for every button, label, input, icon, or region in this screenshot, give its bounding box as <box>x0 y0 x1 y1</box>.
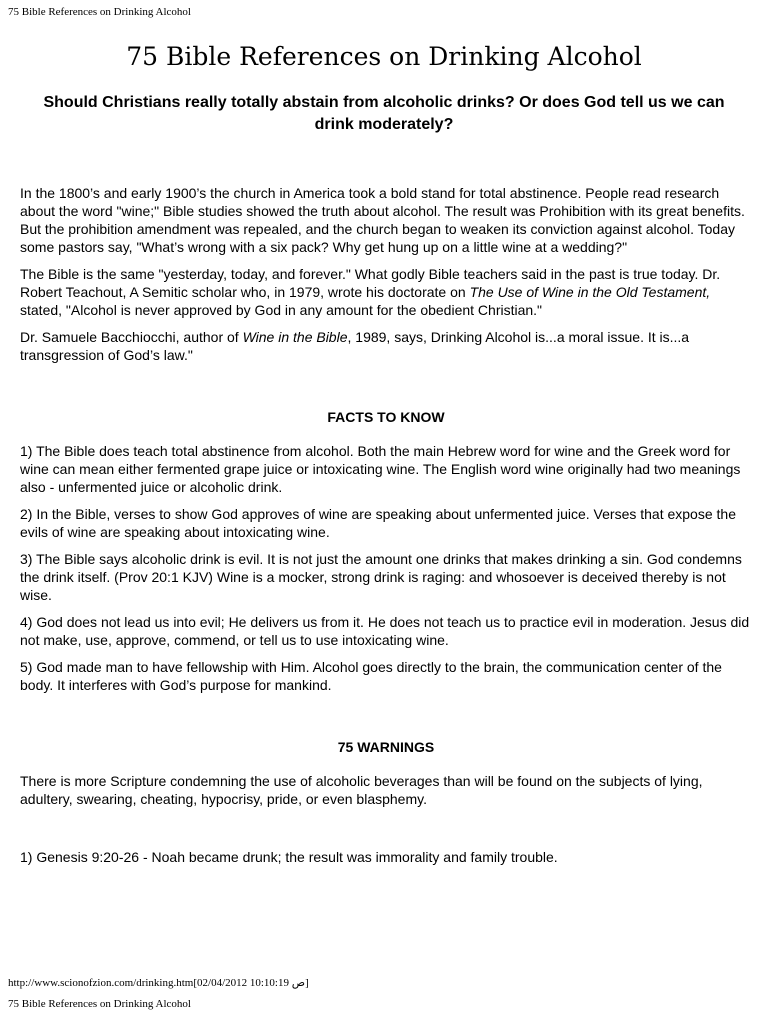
book-title-wine-in-the-bible: Wine in the Bible <box>242 329 348 345</box>
warnings-heading: 75 WARNINGS <box>337 739 435 755</box>
intro-paragraph-2-quote: stated, "Alcohol is never approved by God in any amount for the obedient Christian." <box>20 302 543 318</box>
intro-paragraph-2-text: The Bible is the same "yesterday, today, and forever." What godly Bible teachers said in the past is true today. Dr. Robert Teachout, A Semitic scholar who, in 1979, wrote his doctorate on <box>20 266 721 300</box>
article-body <box>20 184 752 875</box>
intro-paragraph-1: In the 1800’s and early 1900’s the church in America took a bold stand for total abstinence. People read research about the word "wine;" Bible studies showed the truth about alcohol. The result was Prohibition with its great benefits. But the prohibition amendment was repealed, and the church began to weaken its conviction against alcohol. Today some pastors say, "What’s wrong with a six pack? Why get hung up on a little wine at a wedding?" <box>20 185 745 255</box>
print-header-title: 75 Bible References on Drinking Alcohol <box>8 6 191 18</box>
fact-item: 3) The Bible says alcoholic drink is evil. It is not just the amount one drinks that makes drinking a sin. God condemns the drink itself. (Prov 20:1 KJV) Wine is a mocker, strong drink is raging: and whosoever is deceived thereby is not wise. <box>20 551 742 603</box>
fact-item: 4) God does not lead us into evil; He delivers us from it. He does not teach us to practice evil in moderation. Jesus did not make, use, approve, commend, or tell us to use intoxicating wine. <box>20 614 750 648</box>
source-url-link[interactable]: http://www.scionofzion.com/drinking.htm[02/04/2012 10:10:19 ص] <box>8 977 309 989</box>
intro-paragraph-3-text: Dr. Samuele Bacchiocchi, author of <box>20 329 243 345</box>
page-title: 75 Bible References on Drinking Alcohol <box>126 42 642 71</box>
fact-item: 5) God made man to have fellowship with Him. Alcohol goes directly to the brain, the communication center of the body. It interferes with God’s purpose for mankind. <box>20 659 722 693</box>
warnings-intro: There is more Scripture condemning the use of alcoholic beverages than will be found on the subjects of lying, adultery, swearing, cheating, hypocrisy, pride, or even blasphemy. <box>20 773 703 807</box>
intro-paragraph-2 <box>20 265 752 319</box>
print-footer-title: 75 Bible References on Drinking Alcohol <box>8 998 191 1010</box>
page-subtitle: Should Christians really totally abstain from alcoholic drinks? Or does God tell us we can drink moderately? <box>43 94 725 133</box>
facts-heading: FACTS TO KNOW <box>327 409 445 425</box>
fact-item: 1) The Bible does teach total abstinence from alcohol. Both the main Hebrew word for wine and the Greek word for wine can mean either fermented grape juice or intoxicating wine. The English word wine originally had two meanings also - unfermented juice or alcoholic drink. <box>20 443 741 495</box>
intro-paragraph-3 <box>20 328 752 364</box>
fact-item: 2) In the Bible, verses to show God approves of wine are speaking about unfermented juice. Verses that expose the evils of wine are speaking about intoxicating wine. <box>20 506 736 540</box>
intro-paragraph-3-quote: , 1989, says, Drinking Alcohol is...a moral issue. It is...a transgression of God’s law." <box>20 329 690 363</box>
warning-item: 1) Genesis 9:20-26 - Noah became drunk; the result was immorality and family trouble. <box>20 849 558 865</box>
book-title-use-of-wine: The Use of Wine in the Old Testament, <box>469 284 711 300</box>
